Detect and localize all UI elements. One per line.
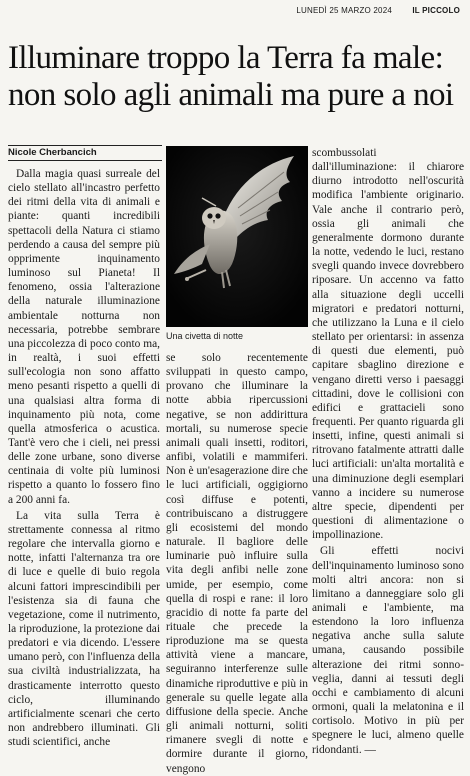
masthead (0, 2, 470, 18)
newspaper-name: IL PICCOLO (412, 6, 460, 15)
paragraph: Gli effetti nocivi dell'inquinamento luminoso sono molti altri ancora: non si limitano a danneggiare solo gli animali e l'ambiente, ma estendono la loro influenza negativa anche sulla salute umana, causando possibile alterazione dei ritmi sonno-veglia, danni ai tessuti degli occhi e cambiamento di alcuni ormoni, quali la melatonina e il cortisolo. Motivo in più per spegnere le luci, almeno quelle ridondanti. — (312, 545, 464, 756)
article-column-3 (312, 146, 464, 756)
article-author: Nicole Cherbancich (8, 147, 97, 158)
byline-top-rule (8, 145, 162, 146)
article-column-1 (8, 167, 160, 749)
paragraph: se solo recentemente sviluppati in questo campo, provano che illuminare la notte abbia ripercussioni negative, se non addirittura mortali, su numerose specie animali quali insetti, roditori, anfibi, volatili e mammiferi. Non è un'esagerazione dire che le luci artificiali, oggigiorno così diffuse e potenti, contribuiscano a distruggere gli ecosistemi del mondo naturale. Il bagliore delle luminarie può influire sulla vita degli anfibi nelle zone umide, per esempio, come quella di rospi e rane: il loro gracidio di notte fa parte del rituale che precede la riproduzione ma se questa attività viene a mancare, seguiranno interferenze sulle dinamiche riproduttive e più in generale su quelle legate alla diffusione della specie. Anche gli animali notturni, soliti rimanere svegli di notte e dormire durante il giorno, vengono (166, 352, 308, 775)
byline-bottom-rule (8, 160, 162, 161)
article-headline: Illuminare troppo la Terra fa male: non solo agli animali ma pure a noi (8, 40, 454, 113)
issue-date: LUNEDÌ 25 MARZO 2024 (296, 6, 392, 15)
owl-in-flight-photo (166, 146, 308, 327)
article-column-2 (166, 351, 308, 775)
paragraph: La vita sulla Terra è strettamente connessa al ritmo regolare che intervalla giorno e notte, infatti l'alternanza tra ore di luce e quelle di buio regola alcuni fattori imprescindibili per l'esistenza sia di fauna che vegetazione, come il nutrimento, la riproduzione, la protezione dai predatori e via dicendo. L'essere umano però, con l'influenza della sua civiltà industrializzata, ha drasticamente interrotto questo ciclo, illuminando artificialmente scenari che certo non andrebbero illuminati. Gli studi scientifici, anche (8, 509, 160, 749)
photo-caption: Una civetta di notte (166, 331, 244, 341)
paragraph: Dalla magia quasi surreale del cielo stellato all'incastro perfetto dei ritmi della vita di animali e piante: quanti incredibili spettacoli della Natura ci stiamo perdendo a causa del sempre più opprimente inquinamento luminoso sul Pianeta! Il fenomeno, ossia l'alterazione della naturale illuminazione ambientale notturna non necessaria, potrebbe sembrare una piccolezza di poco conto ma, in realtà, i suoi effetti sull'ecologia non sono affatto meno pesanti rispetto a quelli di una qualsiasi altra forma di inquinamento più nota, come quella atmosferica o acustica. Tant'è vero che i cieli, nei pressi delle zone urbane, sono diverse centinaia di volte più luminosi rispetto a quanto lo fossero fino a 200 anni fa. (8, 168, 160, 506)
paragraph: scombussolati dall'illuminazione: il chiarore diurno introdotto nell'oscurità modifica l'ambiente originario. Vale anche il contrario però, ossia gli animali che generalmente dormono durante la notte, vedendo le luci, restano svegli quando invece dovrebbero riposare. Un accenno va fatto alla situazione degli uccelli migratori e predatori notturni, che utilizzano la Luna e il cielo stellato per orientarsi: in assenza di questi due elementi, può capitare sbaglino direzione e vengano diretti verso i paesaggi cittadini, dove le collisioni con edifici e grattacieli sono frequenti. Per quanto riguarda gli insetti, infine, questi animali si ritrovano fatalmente attratti dalle luci artificiali: un'alta mortalità e una diminuzione degli esemplari vanno a incidere su numerose altre specie, dipendenti per questioni di alimentazione o impollinazione. (312, 147, 464, 542)
